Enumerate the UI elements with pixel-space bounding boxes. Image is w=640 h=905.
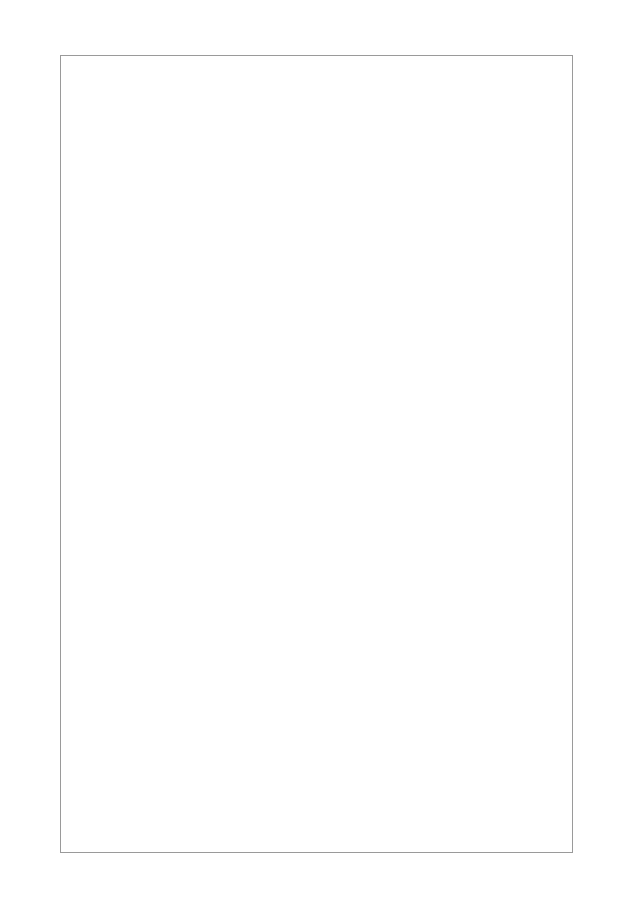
calligraphy-sheet bbox=[60, 55, 573, 853]
